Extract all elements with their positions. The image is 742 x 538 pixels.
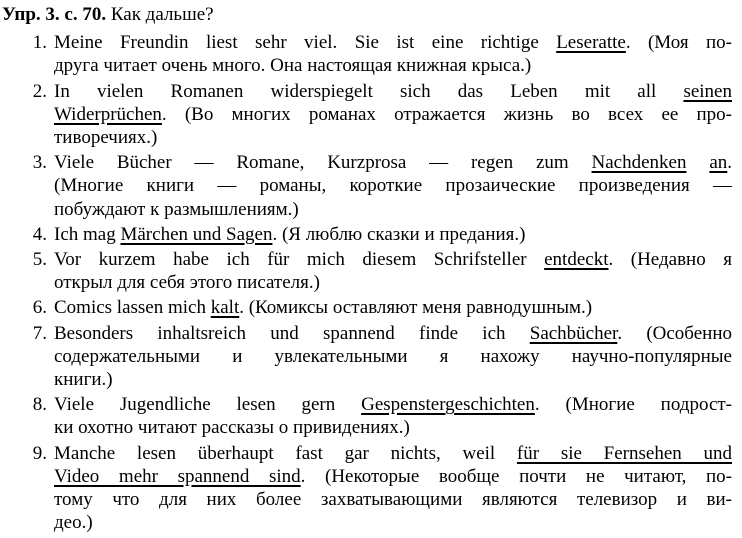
text-segment: Besonders inhaltsreich und spannend finde ich (54, 322, 530, 344)
text-segment (687, 152, 710, 173)
text-segment: побуждают к размышлениям.) (54, 198, 299, 220)
item-body (54, 442, 732, 535)
text-segment: Comics lassen mich (54, 297, 211, 319)
text-segment: део.) (54, 512, 93, 534)
text-segment: содержательными и увлекательными я нахожу научно-популярные (54, 345, 732, 367)
answer-word-underlined: für sie Fernsehen und (516, 442, 732, 464)
item-body (54, 80, 732, 150)
text-segment: . (Я люблю сказки и предания.) (272, 223, 526, 245)
text-line (54, 80, 732, 103)
item-number: 7. (32, 322, 47, 344)
item-number: 3. (32, 152, 47, 174)
answer-word-underlined: Märchen und Sagen (120, 223, 273, 245)
answer-word-underlined: Sachbücher (529, 322, 618, 344)
item-number: 5. (32, 249, 47, 271)
text-segment: . (727, 152, 733, 174)
text-line (54, 488, 732, 511)
exercise-item (2, 322, 732, 392)
text-line (54, 322, 732, 345)
answer-word-underlined: seinen (683, 80, 732, 102)
text-segment: . (Моя по- (625, 32, 732, 54)
text-line (54, 368, 732, 391)
exercise-item (2, 80, 732, 150)
item-number: 9. (32, 442, 47, 464)
text-line (54, 345, 732, 368)
item-body (54, 223, 732, 246)
text-segment: In vielen Romanen widerspiegelt sich das Leben mit all (54, 80, 684, 102)
item-body (54, 393, 732, 439)
exercise-question: Как дальше? (110, 4, 214, 25)
item-body (54, 296, 732, 319)
text-segment: друга читает очень много. Она настоящая книжная крыса.) (54, 55, 532, 77)
item-number: 8. (32, 394, 47, 416)
exercise-title (2, 3, 732, 26)
exercise-item (2, 248, 732, 294)
text-segment: тому что для них более захватывающими являются телевизор и ви- (54, 489, 732, 511)
answer-word-underlined: Nachdenken (591, 152, 687, 174)
text-line (54, 465, 732, 488)
text-line (54, 54, 732, 77)
text-line (54, 296, 732, 319)
item-number: 1. (32, 32, 47, 54)
text-segment: тиворечиях.) (54, 127, 158, 149)
text-segment: Viele Jugendliche lesen gern (54, 394, 362, 416)
exercise-item (2, 442, 732, 535)
item-number: 6. (32, 297, 47, 319)
exercise-list (2, 31, 732, 534)
text-line (54, 126, 732, 149)
text-segment: Ich mag (54, 223, 121, 245)
text-segment: . (Особенно (617, 322, 732, 344)
answer-word-underlined: Leseratte (556, 32, 626, 54)
item-body (54, 31, 732, 77)
item-body (54, 248, 732, 294)
text-line (54, 103, 732, 126)
item-number: 4. (32, 223, 47, 245)
item-body (54, 151, 732, 221)
text-line (54, 442, 732, 465)
text-line (54, 223, 732, 246)
item-number: 2. (32, 80, 47, 102)
answer-word-underlined: an (709, 152, 728, 174)
exercise-item (2, 393, 732, 439)
text-segment: Meine Freundin liest sehr viel. Sie ist eine richtige (54, 32, 557, 54)
text-line (54, 248, 732, 271)
answer-word-underlined: entdeckt (544, 249, 609, 271)
exercise-item (2, 296, 732, 319)
exercise-number-label: Упр. 3. с. 70. (2, 4, 107, 25)
exercise-item (2, 31, 732, 77)
item-body (54, 322, 732, 392)
text-line (54, 31, 732, 54)
text-line (54, 416, 732, 439)
exercise-item (2, 151, 732, 221)
text-segment: открыл для себя этого писателя.) (54, 272, 320, 294)
text-line (54, 511, 732, 534)
text-segment: . (Недавно я (608, 249, 732, 271)
text-line (54, 151, 732, 174)
text-segment: Manche lesen überhaupt fast gar nichts, weil (54, 442, 517, 464)
answer-word-underlined: Gespenstergeschichten (361, 394, 535, 416)
text-line (54, 174, 732, 197)
text-segment: (Многие книги — романы, короткие прозаические произведения — (54, 175, 732, 197)
text-line (54, 198, 732, 221)
answer-word-underlined: Widerprüchen (54, 103, 162, 125)
answer-word-underlined: kalt (210, 297, 240, 319)
text-segment: книги.) (54, 369, 113, 391)
text-line (54, 271, 732, 294)
text-segment: . (Многие подрост- (534, 394, 733, 416)
answer-word-underlined: Video mehr spannend sind (54, 465, 301, 487)
text-segment: ки охотно читают рассказы о привидениях.) (54, 417, 410, 439)
text-segment: . (Некоторые вообще почти не читают, по- (300, 465, 732, 487)
exercise-item (2, 223, 732, 246)
text-segment: . (Комиксы оставляют меня равнодушным.) (239, 297, 593, 319)
text-segment: Viele Bücher — Romane, Kurzprosa — regen zum (54, 152, 592, 174)
text-segment: . (Во многих романах отражается жизнь во всех ее про- (161, 103, 732, 125)
text-line (54, 393, 732, 416)
text-segment: Vor kurzem habe ich für mich diesem Schrifsteller (54, 249, 545, 271)
